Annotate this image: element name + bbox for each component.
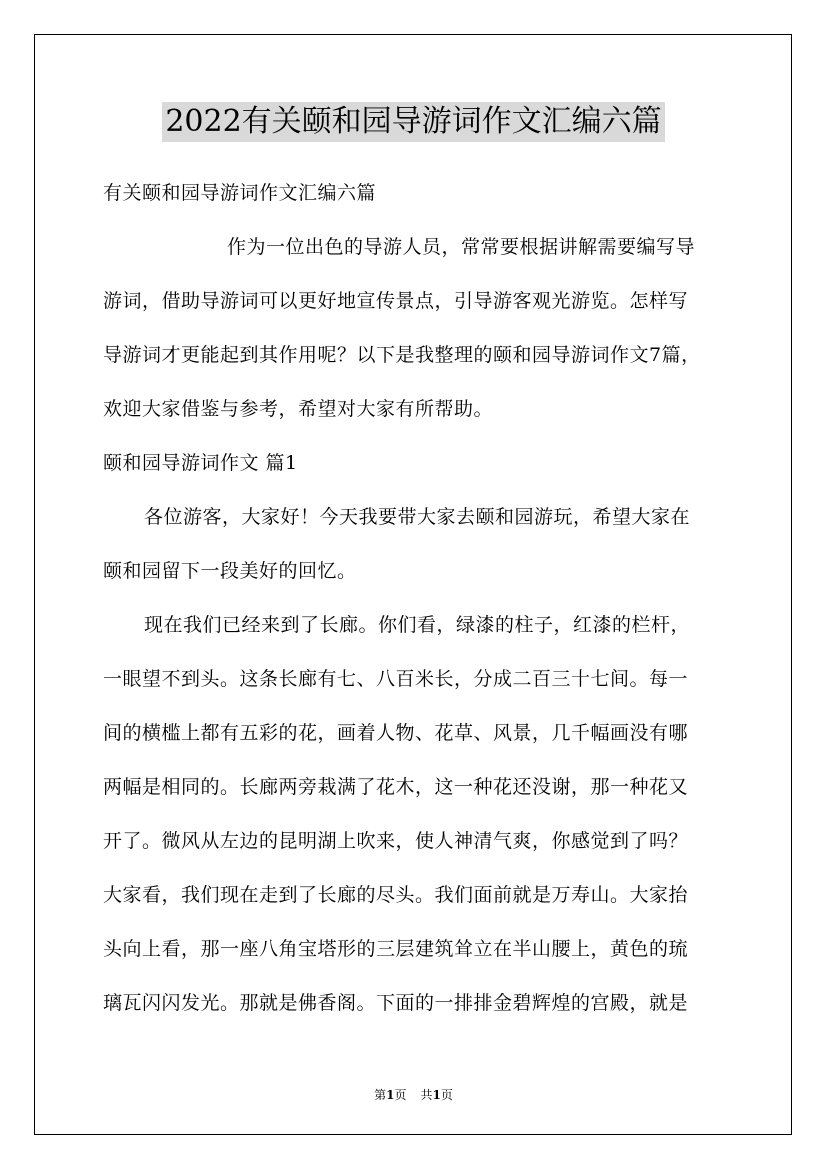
page-prefix: 第 [374,1088,387,1102]
title-container [0,102,827,142]
subtitle-line: 有关颐和园导游词作文汇编六篇 [103,182,377,204]
total-suffix: 页 [440,1088,453,1102]
page-number: 1 [386,1088,395,1102]
total-prefix: 共 [420,1088,433,1102]
document-title: 2022有关颐和园导游词作文汇编六篇 [162,102,664,142]
total-pages: 1 [432,1088,441,1102]
page-suffix: 页 [394,1088,407,1102]
paragraph-line: 开了。微风从左边的昆明湖上吹来，使人神清气爽，你感觉到了吗？ [103,830,689,852]
paragraph-line: 颐和园留下一段美好的回忆。 [103,560,357,582]
paragraph-line: 现在我们已经来到了长廊。你们看，绿漆的柱子，红漆的栏杆， [144,614,691,636]
paragraph-line: 游词，借助导游词可以更好地宣传景点，引导游客观光游览。怎样写 [103,290,689,312]
section-heading: 颐和园导游词作文 篇1 [103,452,298,474]
paragraph-line: 欢迎大家借鉴与参考，希望对大家有所帮助。 [103,398,494,420]
document-body [103,178,733,1042]
paragraph-line: 各位游客，大家好！今天我要带大家去颐和园游玩，希望大家在 [144,506,691,528]
paragraph-line: 一眼望不到头。这条长廊有七、八百米长，分成二百三十七间。每一 [103,668,689,690]
paragraph-line: 导游词才更能起到其作用呢？以下是我整理的颐和园导游词作文7篇， [103,344,701,366]
page-footer [0,1086,827,1103]
paragraph-line: 头向上看，那一座八角宝塔形的三层建筑耸立在半山腰上，黄色的琉 [103,938,689,960]
paragraph-line: 大家看，我们现在走到了长廊的尽头。我们面前就是万寿山。大家抬 [103,884,689,906]
paragraph-line: 两幅是相同的。长廊两旁栽满了花木，这一种花还没谢，那一种花又 [103,776,689,798]
paragraph-line: 作为一位出色的导游人员，常常要根据讲解需要编写导 [227,236,696,258]
paragraph-line: 璃瓦闪闪发光。那就是佛香阁。下面的一排排金碧辉煌的宫殿，就是 [103,992,689,1014]
paragraph-line: 间的横槛上都有五彩的花，画着人物、花草、风景，几千幅画没有哪 [103,722,689,744]
